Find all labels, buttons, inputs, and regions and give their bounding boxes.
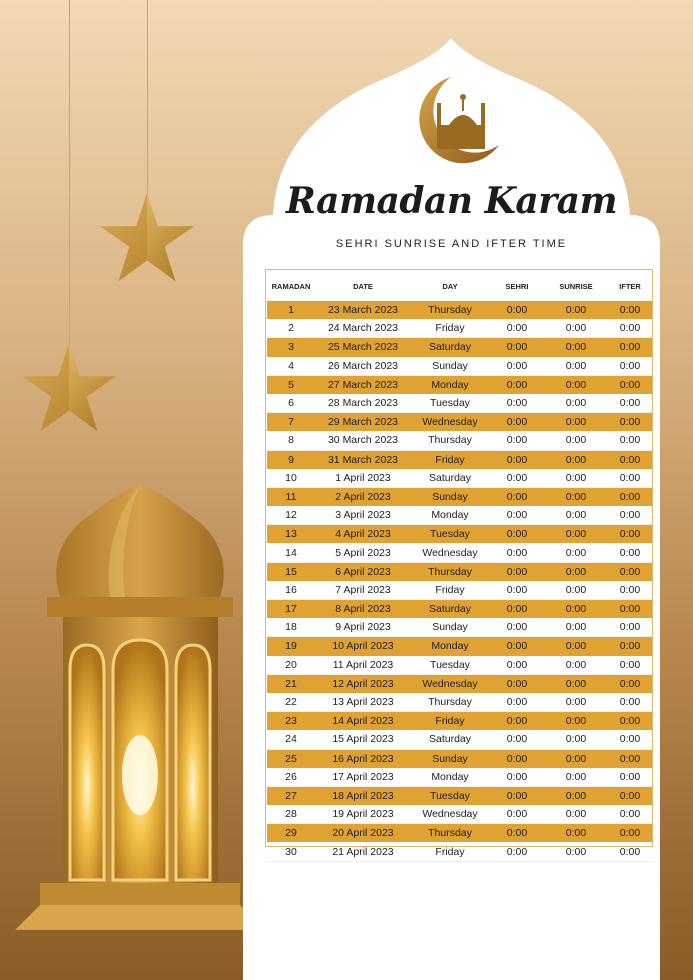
table-row bbox=[267, 656, 653, 675]
weekday-cell: Thursday bbox=[411, 693, 489, 712]
ramadan-day-cell: 2 bbox=[267, 319, 315, 338]
ifter-cell: 0:00 bbox=[607, 357, 653, 376]
lantern-icon bbox=[15, 485, 270, 935]
timetable-card bbox=[243, 30, 660, 980]
date-cell: 2 April 2023 bbox=[315, 487, 411, 506]
table-row bbox=[267, 749, 653, 768]
hanging-string bbox=[147, 0, 148, 200]
sehri-cell: 0:00 bbox=[489, 768, 545, 787]
date-cell: 25 March 2023 bbox=[315, 338, 411, 357]
ifter-cell: 0:00 bbox=[607, 805, 653, 824]
ramadan-day-cell: 18 bbox=[267, 618, 315, 637]
weekday-cell: Tuesday bbox=[411, 394, 489, 413]
ifter-cell: 0:00 bbox=[607, 824, 653, 843]
sunrise-cell: 0:00 bbox=[545, 581, 607, 600]
table-row bbox=[267, 506, 653, 525]
sehri-cell: 0:00 bbox=[489, 656, 545, 675]
timetable bbox=[267, 271, 653, 862]
table-row bbox=[267, 712, 653, 731]
sunrise-cell: 0:00 bbox=[545, 730, 607, 749]
date-cell: 17 April 2023 bbox=[315, 768, 411, 787]
sunrise-cell: 0:00 bbox=[545, 469, 607, 488]
sehri-cell: 0:00 bbox=[489, 730, 545, 749]
ramadan-day-cell: 11 bbox=[267, 487, 315, 506]
sehri-cell: 0:00 bbox=[489, 674, 545, 693]
weekday-cell: Wednesday bbox=[411, 413, 489, 432]
ramadan-day-cell: 5 bbox=[267, 375, 315, 394]
sunrise-cell: 0:00 bbox=[545, 824, 607, 843]
sehri-cell: 0:00 bbox=[489, 338, 545, 357]
column-header: SEHRI bbox=[505, 281, 529, 291]
weekday-cell: Friday bbox=[411, 581, 489, 600]
sehri-cell: 0:00 bbox=[489, 581, 545, 600]
date-cell: 7 April 2023 bbox=[315, 581, 411, 600]
table-row bbox=[267, 375, 653, 394]
table-row bbox=[267, 301, 653, 319]
ifter-cell: 0:00 bbox=[607, 581, 653, 600]
star-icon bbox=[20, 340, 118, 435]
table-row bbox=[267, 431, 653, 450]
weekday-cell: Sunday bbox=[411, 749, 489, 768]
date-cell: 6 April 2023 bbox=[315, 562, 411, 581]
ramadan-day-cell: 27 bbox=[267, 786, 315, 805]
table-row bbox=[267, 319, 653, 338]
ifter-cell: 0:00 bbox=[607, 618, 653, 637]
weekday-cell: Monday bbox=[411, 375, 489, 394]
ifter-cell: 0:00 bbox=[607, 674, 653, 693]
ramadan-day-cell: 26 bbox=[267, 768, 315, 787]
date-cell: 24 March 2023 bbox=[315, 319, 411, 338]
ramadan-day-cell: 19 bbox=[267, 637, 315, 656]
ifter-cell: 0:00 bbox=[607, 525, 653, 544]
date-cell: 1 April 2023 bbox=[315, 469, 411, 488]
sunrise-cell: 0:00 bbox=[545, 674, 607, 693]
column-header: DAY bbox=[442, 281, 458, 291]
weekday-cell: Friday bbox=[411, 319, 489, 338]
weekday-cell: Saturday bbox=[411, 469, 489, 488]
weekday-cell: Sunday bbox=[411, 357, 489, 376]
sehri-cell: 0:00 bbox=[489, 431, 545, 450]
weekday-cell: Thursday bbox=[411, 431, 489, 450]
ramadan-day-cell: 3 bbox=[267, 338, 315, 357]
sunrise-cell: 0:00 bbox=[545, 413, 607, 432]
table-row bbox=[267, 842, 653, 861]
date-cell: 27 March 2023 bbox=[315, 375, 411, 394]
sunrise-cell: 0:00 bbox=[545, 749, 607, 768]
table-row bbox=[267, 637, 653, 656]
date-cell: 14 April 2023 bbox=[315, 712, 411, 731]
sehri-cell: 0:00 bbox=[489, 319, 545, 338]
weekday-cell: Tuesday bbox=[411, 525, 489, 544]
ramadan-day-cell: 8 bbox=[267, 431, 315, 450]
ifter-cell: 0:00 bbox=[607, 656, 653, 675]
sehri-cell: 0:00 bbox=[489, 749, 545, 768]
ramadan-day-cell: 25 bbox=[267, 749, 315, 768]
sunrise-cell: 0:00 bbox=[545, 394, 607, 413]
sunrise-cell: 0:00 bbox=[545, 543, 607, 562]
date-cell: 30 March 2023 bbox=[315, 431, 411, 450]
ramadan-day-cell: 6 bbox=[267, 394, 315, 413]
ifter-cell: 0:00 bbox=[607, 506, 653, 525]
date-cell: 10 April 2023 bbox=[315, 637, 411, 656]
ifter-cell: 0:00 bbox=[607, 301, 653, 319]
sunrise-cell: 0:00 bbox=[545, 431, 607, 450]
weekday-cell: Friday bbox=[411, 842, 489, 861]
ifter-cell: 0:00 bbox=[607, 562, 653, 581]
ramadan-day-cell: 9 bbox=[267, 450, 315, 469]
date-cell: 15 April 2023 bbox=[315, 730, 411, 749]
table-row bbox=[267, 824, 653, 843]
ifter-cell: 0:00 bbox=[607, 543, 653, 562]
table-row bbox=[267, 543, 653, 562]
sehri-cell: 0:00 bbox=[489, 786, 545, 805]
table-row bbox=[267, 805, 653, 824]
date-cell: 11 April 2023 bbox=[315, 656, 411, 675]
sunrise-cell: 0:00 bbox=[545, 525, 607, 544]
ifter-cell: 0:00 bbox=[607, 730, 653, 749]
ifter-cell: 0:00 bbox=[607, 394, 653, 413]
sehri-cell: 0:00 bbox=[489, 693, 545, 712]
column-header: IFTER bbox=[619, 281, 641, 291]
ifter-cell: 0:00 bbox=[607, 693, 653, 712]
sehri-cell: 0:00 bbox=[489, 506, 545, 525]
date-cell: 21 April 2023 bbox=[315, 842, 411, 861]
sehri-cell: 0:00 bbox=[489, 824, 545, 843]
date-cell: 23 March 2023 bbox=[315, 301, 411, 319]
sunrise-cell: 0:00 bbox=[545, 805, 607, 824]
sehri-cell: 0:00 bbox=[489, 394, 545, 413]
sunrise-cell: 0:00 bbox=[545, 338, 607, 357]
weekday-cell: Thursday bbox=[411, 301, 489, 319]
ramadan-day-cell: 28 bbox=[267, 805, 315, 824]
ramadan-day-cell: 15 bbox=[267, 562, 315, 581]
date-cell: 29 March 2023 bbox=[315, 413, 411, 432]
weekday-cell: Tuesday bbox=[411, 786, 489, 805]
table-row bbox=[267, 693, 653, 712]
sehri-cell: 0:00 bbox=[489, 413, 545, 432]
table-row bbox=[267, 786, 653, 805]
date-cell: 20 April 2023 bbox=[315, 824, 411, 843]
weekday-cell: Thursday bbox=[411, 824, 489, 843]
sehri-cell: 0:00 bbox=[489, 301, 545, 319]
ramadan-day-cell: 14 bbox=[267, 543, 315, 562]
ifter-cell: 0:00 bbox=[607, 600, 653, 619]
ramadan-day-cell: 10 bbox=[267, 469, 315, 488]
sehri-cell: 0:00 bbox=[489, 637, 545, 656]
sehri-cell: 0:00 bbox=[489, 842, 545, 861]
sunrise-cell: 0:00 bbox=[545, 357, 607, 376]
weekday-cell: Monday bbox=[411, 506, 489, 525]
ramadan-day-cell: 13 bbox=[267, 525, 315, 544]
sunrise-cell: 0:00 bbox=[545, 786, 607, 805]
sunrise-cell: 0:00 bbox=[545, 842, 607, 861]
ifter-cell: 0:00 bbox=[607, 842, 653, 861]
table-header bbox=[267, 271, 653, 301]
sehri-cell: 0:00 bbox=[489, 375, 545, 394]
sehri-cell: 0:00 bbox=[489, 450, 545, 469]
ramadan-day-cell: 1 bbox=[267, 301, 315, 319]
ifter-cell: 0:00 bbox=[607, 749, 653, 768]
ramadan-day-cell: 29 bbox=[267, 824, 315, 843]
sunrise-cell: 0:00 bbox=[545, 600, 607, 619]
ifter-cell: 0:00 bbox=[607, 413, 653, 432]
ifter-cell: 0:00 bbox=[607, 637, 653, 656]
ifter-cell: 0:00 bbox=[607, 319, 653, 338]
ramadan-day-cell: 7 bbox=[267, 413, 315, 432]
table-row bbox=[267, 487, 653, 506]
ramadan-day-cell: 23 bbox=[267, 712, 315, 731]
sunrise-cell: 0:00 bbox=[545, 506, 607, 525]
sunrise-cell: 0:00 bbox=[545, 768, 607, 787]
crescent-mosque-icon bbox=[411, 75, 501, 167]
date-cell: 13 April 2023 bbox=[315, 693, 411, 712]
star-icon bbox=[98, 190, 196, 285]
table-row bbox=[267, 525, 653, 544]
weekday-cell: Wednesday bbox=[411, 543, 489, 562]
table-row bbox=[267, 768, 653, 787]
weekday-cell: Friday bbox=[411, 450, 489, 469]
table-row bbox=[267, 394, 653, 413]
column-header: RAMADAN bbox=[271, 281, 311, 291]
sunrise-cell: 0:00 bbox=[545, 693, 607, 712]
column-header: SUNRISE bbox=[559, 281, 593, 291]
date-cell: 31 March 2023 bbox=[315, 450, 411, 469]
date-cell: 8 April 2023 bbox=[315, 600, 411, 619]
sehri-cell: 0:00 bbox=[489, 618, 545, 637]
ramadan-day-cell: 30 bbox=[267, 842, 315, 861]
sunrise-cell: 0:00 bbox=[545, 656, 607, 675]
ramadan-day-cell: 20 bbox=[267, 656, 315, 675]
ifter-cell: 0:00 bbox=[607, 469, 653, 488]
sunrise-cell: 0:00 bbox=[545, 319, 607, 338]
date-cell: 3 April 2023 bbox=[315, 506, 411, 525]
weekday-cell: Saturday bbox=[411, 338, 489, 357]
table-row bbox=[267, 450, 653, 469]
ramadan-day-cell: 22 bbox=[267, 693, 315, 712]
sunrise-cell: 0:00 bbox=[545, 712, 607, 731]
table-row bbox=[267, 413, 653, 432]
hanging-string bbox=[69, 0, 70, 350]
table-row bbox=[267, 357, 653, 376]
weekday-cell: Sunday bbox=[411, 618, 489, 637]
weekday-cell: Monday bbox=[411, 768, 489, 787]
date-cell: 16 April 2023 bbox=[315, 749, 411, 768]
date-cell: 9 April 2023 bbox=[315, 618, 411, 637]
date-cell: 4 April 2023 bbox=[315, 525, 411, 544]
table-row bbox=[267, 600, 653, 619]
weekday-cell: Saturday bbox=[411, 730, 489, 749]
sunrise-cell: 0:00 bbox=[545, 637, 607, 656]
weekday-cell: Thursday bbox=[411, 562, 489, 581]
date-cell: 12 April 2023 bbox=[315, 674, 411, 693]
date-cell: 26 March 2023 bbox=[315, 357, 411, 376]
sehri-cell: 0:00 bbox=[489, 600, 545, 619]
sehri-cell: 0:00 bbox=[489, 525, 545, 544]
sehri-cell: 0:00 bbox=[489, 357, 545, 376]
sehri-cell: 0:00 bbox=[489, 469, 545, 488]
weekday-cell: Tuesday bbox=[411, 656, 489, 675]
sunrise-cell: 0:00 bbox=[545, 375, 607, 394]
ramadan-day-cell: 4 bbox=[267, 357, 315, 376]
sehri-cell: 0:00 bbox=[489, 712, 545, 731]
ramadan-day-cell: 16 bbox=[267, 581, 315, 600]
weekday-cell: Sunday bbox=[411, 487, 489, 506]
ifter-cell: 0:00 bbox=[607, 712, 653, 731]
sehri-cell: 0:00 bbox=[489, 487, 545, 506]
table-row bbox=[267, 469, 653, 488]
ifter-cell: 0:00 bbox=[607, 487, 653, 506]
sehri-cell: 0:00 bbox=[489, 805, 545, 824]
sunrise-cell: 0:00 bbox=[545, 562, 607, 581]
weekday-cell: Monday bbox=[411, 637, 489, 656]
ramadan-day-cell: 21 bbox=[267, 674, 315, 693]
page-subtitle: SEHRI SUNRISE AND IFTER TIME bbox=[335, 238, 568, 250]
table-row bbox=[267, 581, 653, 600]
sunrise-cell: 0:00 bbox=[545, 301, 607, 319]
table-row bbox=[267, 674, 653, 693]
column-header: DATE bbox=[353, 281, 373, 291]
weekday-cell: Friday bbox=[411, 712, 489, 731]
ramadan-day-cell: 17 bbox=[267, 600, 315, 619]
table-row bbox=[267, 338, 653, 357]
ifter-cell: 0:00 bbox=[607, 431, 653, 450]
weekday-cell: Wednesday bbox=[411, 805, 489, 824]
date-cell: 5 April 2023 bbox=[315, 543, 411, 562]
ifter-cell: 0:00 bbox=[607, 450, 653, 469]
ifter-cell: 0:00 bbox=[607, 786, 653, 805]
table-row bbox=[267, 618, 653, 637]
sunrise-cell: 0:00 bbox=[545, 618, 607, 637]
weekday-cell: Saturday bbox=[411, 600, 489, 619]
date-cell: 18 April 2023 bbox=[315, 786, 411, 805]
ramadan-day-cell: 24 bbox=[267, 730, 315, 749]
sehri-cell: 0:00 bbox=[489, 562, 545, 581]
ifter-cell: 0:00 bbox=[607, 768, 653, 787]
table-row bbox=[267, 562, 653, 581]
sunrise-cell: 0:00 bbox=[545, 450, 607, 469]
ifter-cell: 0:00 bbox=[607, 375, 653, 394]
weekday-cell: Wednesday bbox=[411, 674, 489, 693]
table-body bbox=[267, 301, 653, 861]
page-title: Ramadan Karam bbox=[285, 180, 618, 222]
sunrise-cell: 0:00 bbox=[545, 487, 607, 506]
table-row bbox=[267, 730, 653, 749]
date-cell: 19 April 2023 bbox=[315, 805, 411, 824]
ifter-cell: 0:00 bbox=[607, 338, 653, 357]
date-cell: 28 March 2023 bbox=[315, 394, 411, 413]
ramadan-day-cell: 12 bbox=[267, 506, 315, 525]
sehri-cell: 0:00 bbox=[489, 543, 545, 562]
